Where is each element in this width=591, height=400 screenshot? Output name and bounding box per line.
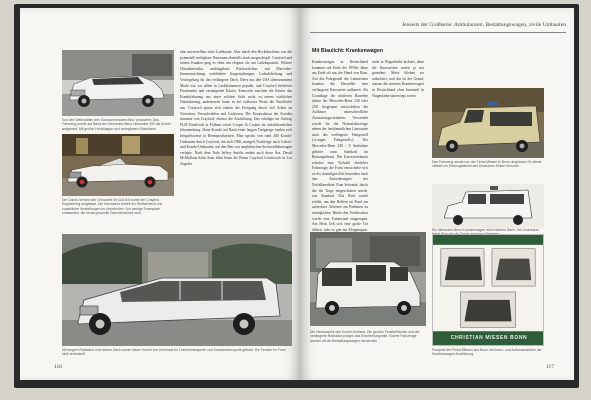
left-page-number: 116 bbox=[54, 364, 63, 370]
wagon-rear-caption: Die Heckansicht des Kombi-Umbaus. Die großen Fensterflächen und der verlängerte Radstand prägen das Erscheinungsbild. Solche Fahrzeuge wurden oft als Bestattungswagen verwendet. bbox=[310, 330, 420, 343]
photo-ambulance-side bbox=[432, 184, 544, 228]
left-body-text: eine unverstellbar hohe Ladekante. Aber durch den Heckabschluss war die potenziell verfügbare Nutzraum ebenfalls stark ausgeschöpft. Crayford und seinen Kunden ging es eben um eleganz als um Ladekapazität. Weitere Charakteristika: umklappbare Rücksitzlehne, mit Mercedes-Inneneinrichtung verkleidete Ausgestaltungen, Ladeabdeckung und Verriegelung für das verlängerte Dach. Diese aus den USA übernommene Mode war vor allem in Großbritannien populär, und Crayford belieferte Prominente und vermögende Käufer. Einerseits machten die Käufer das Kombifahrzeug aus einer solchen Sicht nicht zu einem wirklichen Nutzfahrzeug, andererseits baute es auf exklusive Weise die Nutzfläche aus. Crayford sparte sich zudem die Fertigung durch viel Arbeit an Versionen, Versuchsteilen und Lackieren. Die Konstruktion der Kombis stammte von Crayford, ebenso die Ausführung. Das erledigte im Auftrag FLM Panelcraft in Fulham sowie Cooper & Cooper im südafrikanischen Johannesburg. Denn Kombi auf Basis einer langen Tiefgarage fanden sich beispielsweise in Rennsportkreisen. Man spricht von rund 400 Kombi-Umbauten durch Crayford, das sich 1986, mangels Nachfrage nach Cabrio- und Kombi-Umbauten, auf den Bau von amphibischen Sechsradfahrzeugen verlegte. Nach dem Tode Jeffrey Smiths endete auch diese Ära. David McMullans Sohn Sean führt heute die Firma Crayford Coachwork in Los Angeles. bbox=[180, 50, 292, 166]
right-col2-text: nicht in Wagenfarbe lackiert, denn die Karosserien waren ja nur grundiert. Meist blieben sie unlackiert, und das ist der Grund, warum die meisten Krankenwagen in Deutschland ohne Innenteil in Wagenfarbe unterwegs waren. bbox=[372, 60, 424, 98]
ambulance2-caption: Ein Mercedes-Benz Krankenwagen mit erhöhtem Dach. Der Innenraum bbox=[432, 228, 540, 232]
running-head: Jenseits der Großserie: Ambulanzen, Bestattungswagen, zivile Umbauten bbox=[401, 22, 566, 28]
photo-station-wagon-front bbox=[62, 50, 174, 116]
photo2-caption: Die Cabrio-Version der Limousine W 114/115 wurde bei Crayford Engineering aufgebaut. Die Karosserie erhielt ein Stoffverdeck und zusätzliche Versteifungen im Unterboden. Nur wenige Exemplare entstanden, die heute gesuchte Sammlerstücke sind. bbox=[62, 198, 163, 216]
photo-ambulance-cream bbox=[432, 88, 544, 158]
left-page bbox=[20, 8, 300, 380]
ambulance1-caption: Das Fahrzeug wurde von der Firma Miesen in Bonn umgebaut. Es diente vielfach im Rettungsdienst des Deutschen Roten Kreuzes. bbox=[432, 160, 542, 169]
section-heading: Mit Blaulicht: Krankenwagen bbox=[312, 48, 383, 54]
brochure-label: CHRISTIAN MIESEN BONN bbox=[450, 335, 528, 341]
photo3-caption: Mit langem Radstand und hohem Dach wurde dieser Kombi von Universal für Leichentransporte und Krankentransporte gebaut. Die Fenster im Fond sind verdunkelt. bbox=[62, 348, 286, 357]
header-rule bbox=[310, 32, 566, 33]
photo-long-wagon bbox=[62, 234, 292, 346]
right-page bbox=[300, 8, 574, 380]
brochure-caption: Prospekt der Firma Miesen aus Bonn mit Innen- und Außenansichten der Krankenwagen-Ausführung. bbox=[432, 348, 542, 357]
photo1-caption: Von den Werkstätten des Karosseriebauers Binz produziert: Das Fahrzeug wurde auf Basis der Mercedes-Benz Limousine 200 als Kombi aufgebaut. Mit großer Heckklappe und umlegbaren Rücksitzen. bbox=[62, 118, 171, 131]
photo-convertible bbox=[62, 134, 174, 196]
right-col1-text: Krankenwagen in Deutschland kommen seit Ende der 1950er Jahre am Ende oft aus der Hand von Binz. Auf das Fahrgestell der Limousinen konnten die Hersteller eine verlängerte Karosserie aufbauen. Als Grundlage der mittleren Baureihe diente der Mercedes-Benz 230 oder 250. Insgesamt entwickelten die Aufbauer unterschiedliche Ausstattungsvarianten. Verwendet wurde für die Notarztfahrzeuge neben der herkömmlichen Limousine auch das verlängerte Fahrgestell (»Langes Fahrgestell«). Der Mercedes-Benz 230 / 8 Ambulanz gehörte zum Standard im Rettungsdienst. Die Karosseriebauer schufen eine Vielzahl ähnlicher Fahrzeuge, die Form entwickelte sich zu der damaligen Zeit besonders nach den Anforderungen der Notfallmedizin. Eine Seitentür, durch die die Trage eingeschoben wurde, war Standard. Das Dach wurde erhöht, um den Helfern im Fond ein aufrechtes Arbeiten am Patienten zu ermöglichen. Hinter den Vordersitzen wurde eine Trennwand eingezogen. Am Heck ließ sich eine große Tür öffnen, oder es gab ein Klappenpaar. bbox=[312, 60, 368, 232]
right-page-number: 117 bbox=[546, 364, 555, 370]
photo-brochure bbox=[432, 234, 544, 346]
photo-wagon-rear bbox=[310, 232, 426, 326]
